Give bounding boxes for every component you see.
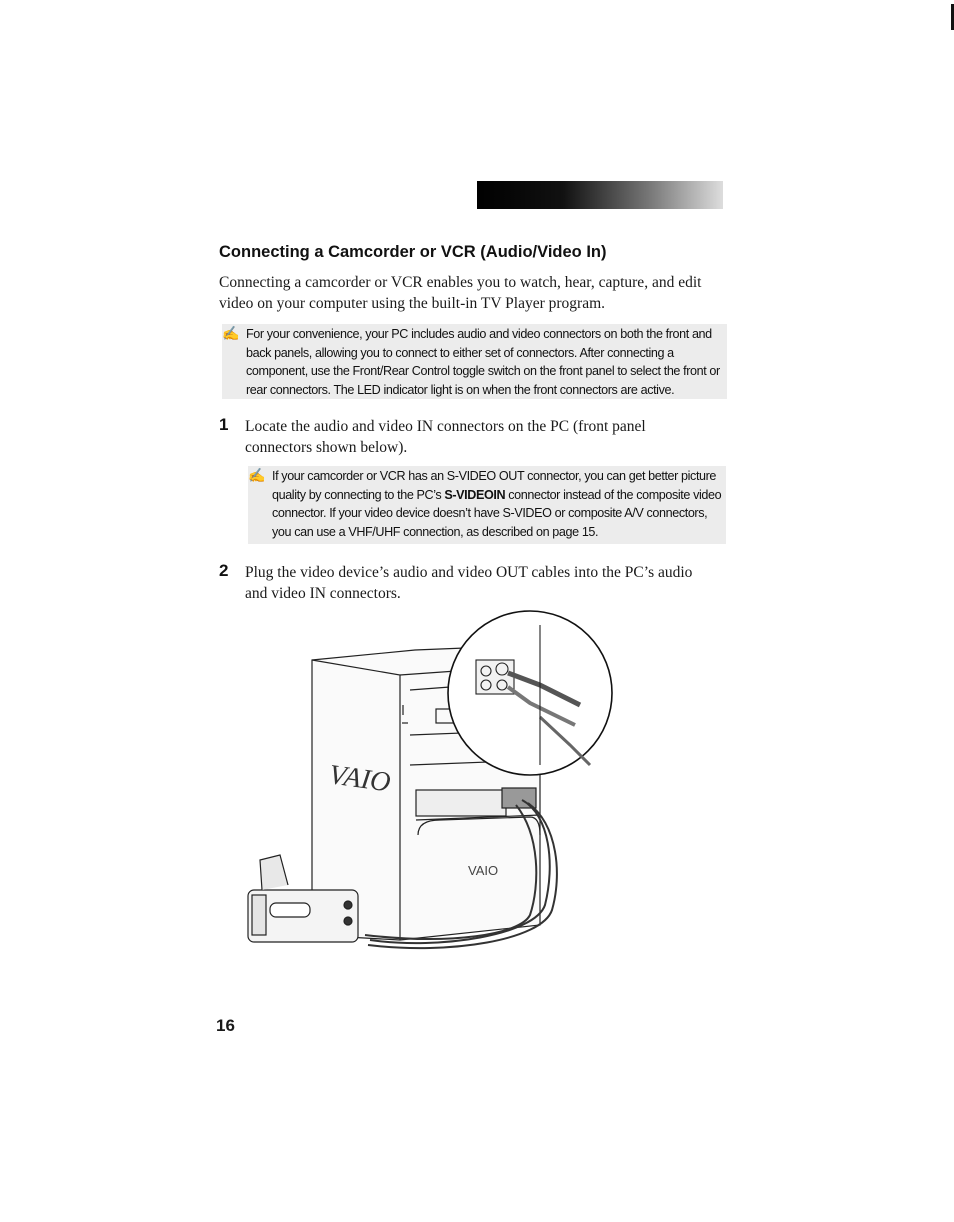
step-text: Locate the audio and video IN connectors on the PC (front panel connectors shown below). xyxy=(245,418,646,456)
connector-label: S-VIDEOIN xyxy=(444,487,506,502)
note-pen-icon: ✍ xyxy=(248,467,266,483)
note-box xyxy=(222,324,727,399)
page-number: 16 xyxy=(216,1016,235,1035)
section-title: Connecting a Camcorder or VCR (Audio/Video In) xyxy=(219,243,607,261)
intro-paragraph: Connecting a camcorder or VCR enables you to watch, hear, capture, and edit video on your computer using the built-in TV Player program. xyxy=(219,274,702,312)
brand-text-bottom: VAIO xyxy=(468,863,499,878)
step-number: 2 xyxy=(219,561,229,580)
step-text: Plug the video device’s audio and video OUT cables into the PC’s audio and video IN connectors. xyxy=(245,564,693,602)
detail-zoom-circle xyxy=(448,611,612,775)
note-text: For your convenience, your PC includes audio and video connectors on both the front and back panels, allowing you to connect to either set of connectors. After connecting a component, use the Front/Rear Control toggle switch on the front panel to select the front or rear connectors. The LED indicator light is on when the front connectors are active. xyxy=(246,327,720,397)
note-text-part: If your camcorder or VCR has an S-VIDEO OUT connector, you can get better picture quality by connecting to the PC’s xyxy=(272,469,717,502)
brand-text-top: VAIO xyxy=(327,759,393,799)
header-bar xyxy=(477,181,723,209)
note-pen-icon: ✍ xyxy=(222,325,240,341)
pc-camcorder-illustration xyxy=(240,605,620,965)
note-box xyxy=(248,466,726,544)
step-number: 1 xyxy=(219,415,229,434)
note-text xyxy=(272,467,724,541)
note-text-part: connector instead of the composite video connector. If your video device doesn’t have S-VIDEO or composite A/V connectors, you can use a VHF/UHF connection, as described on page 15. xyxy=(272,487,722,539)
